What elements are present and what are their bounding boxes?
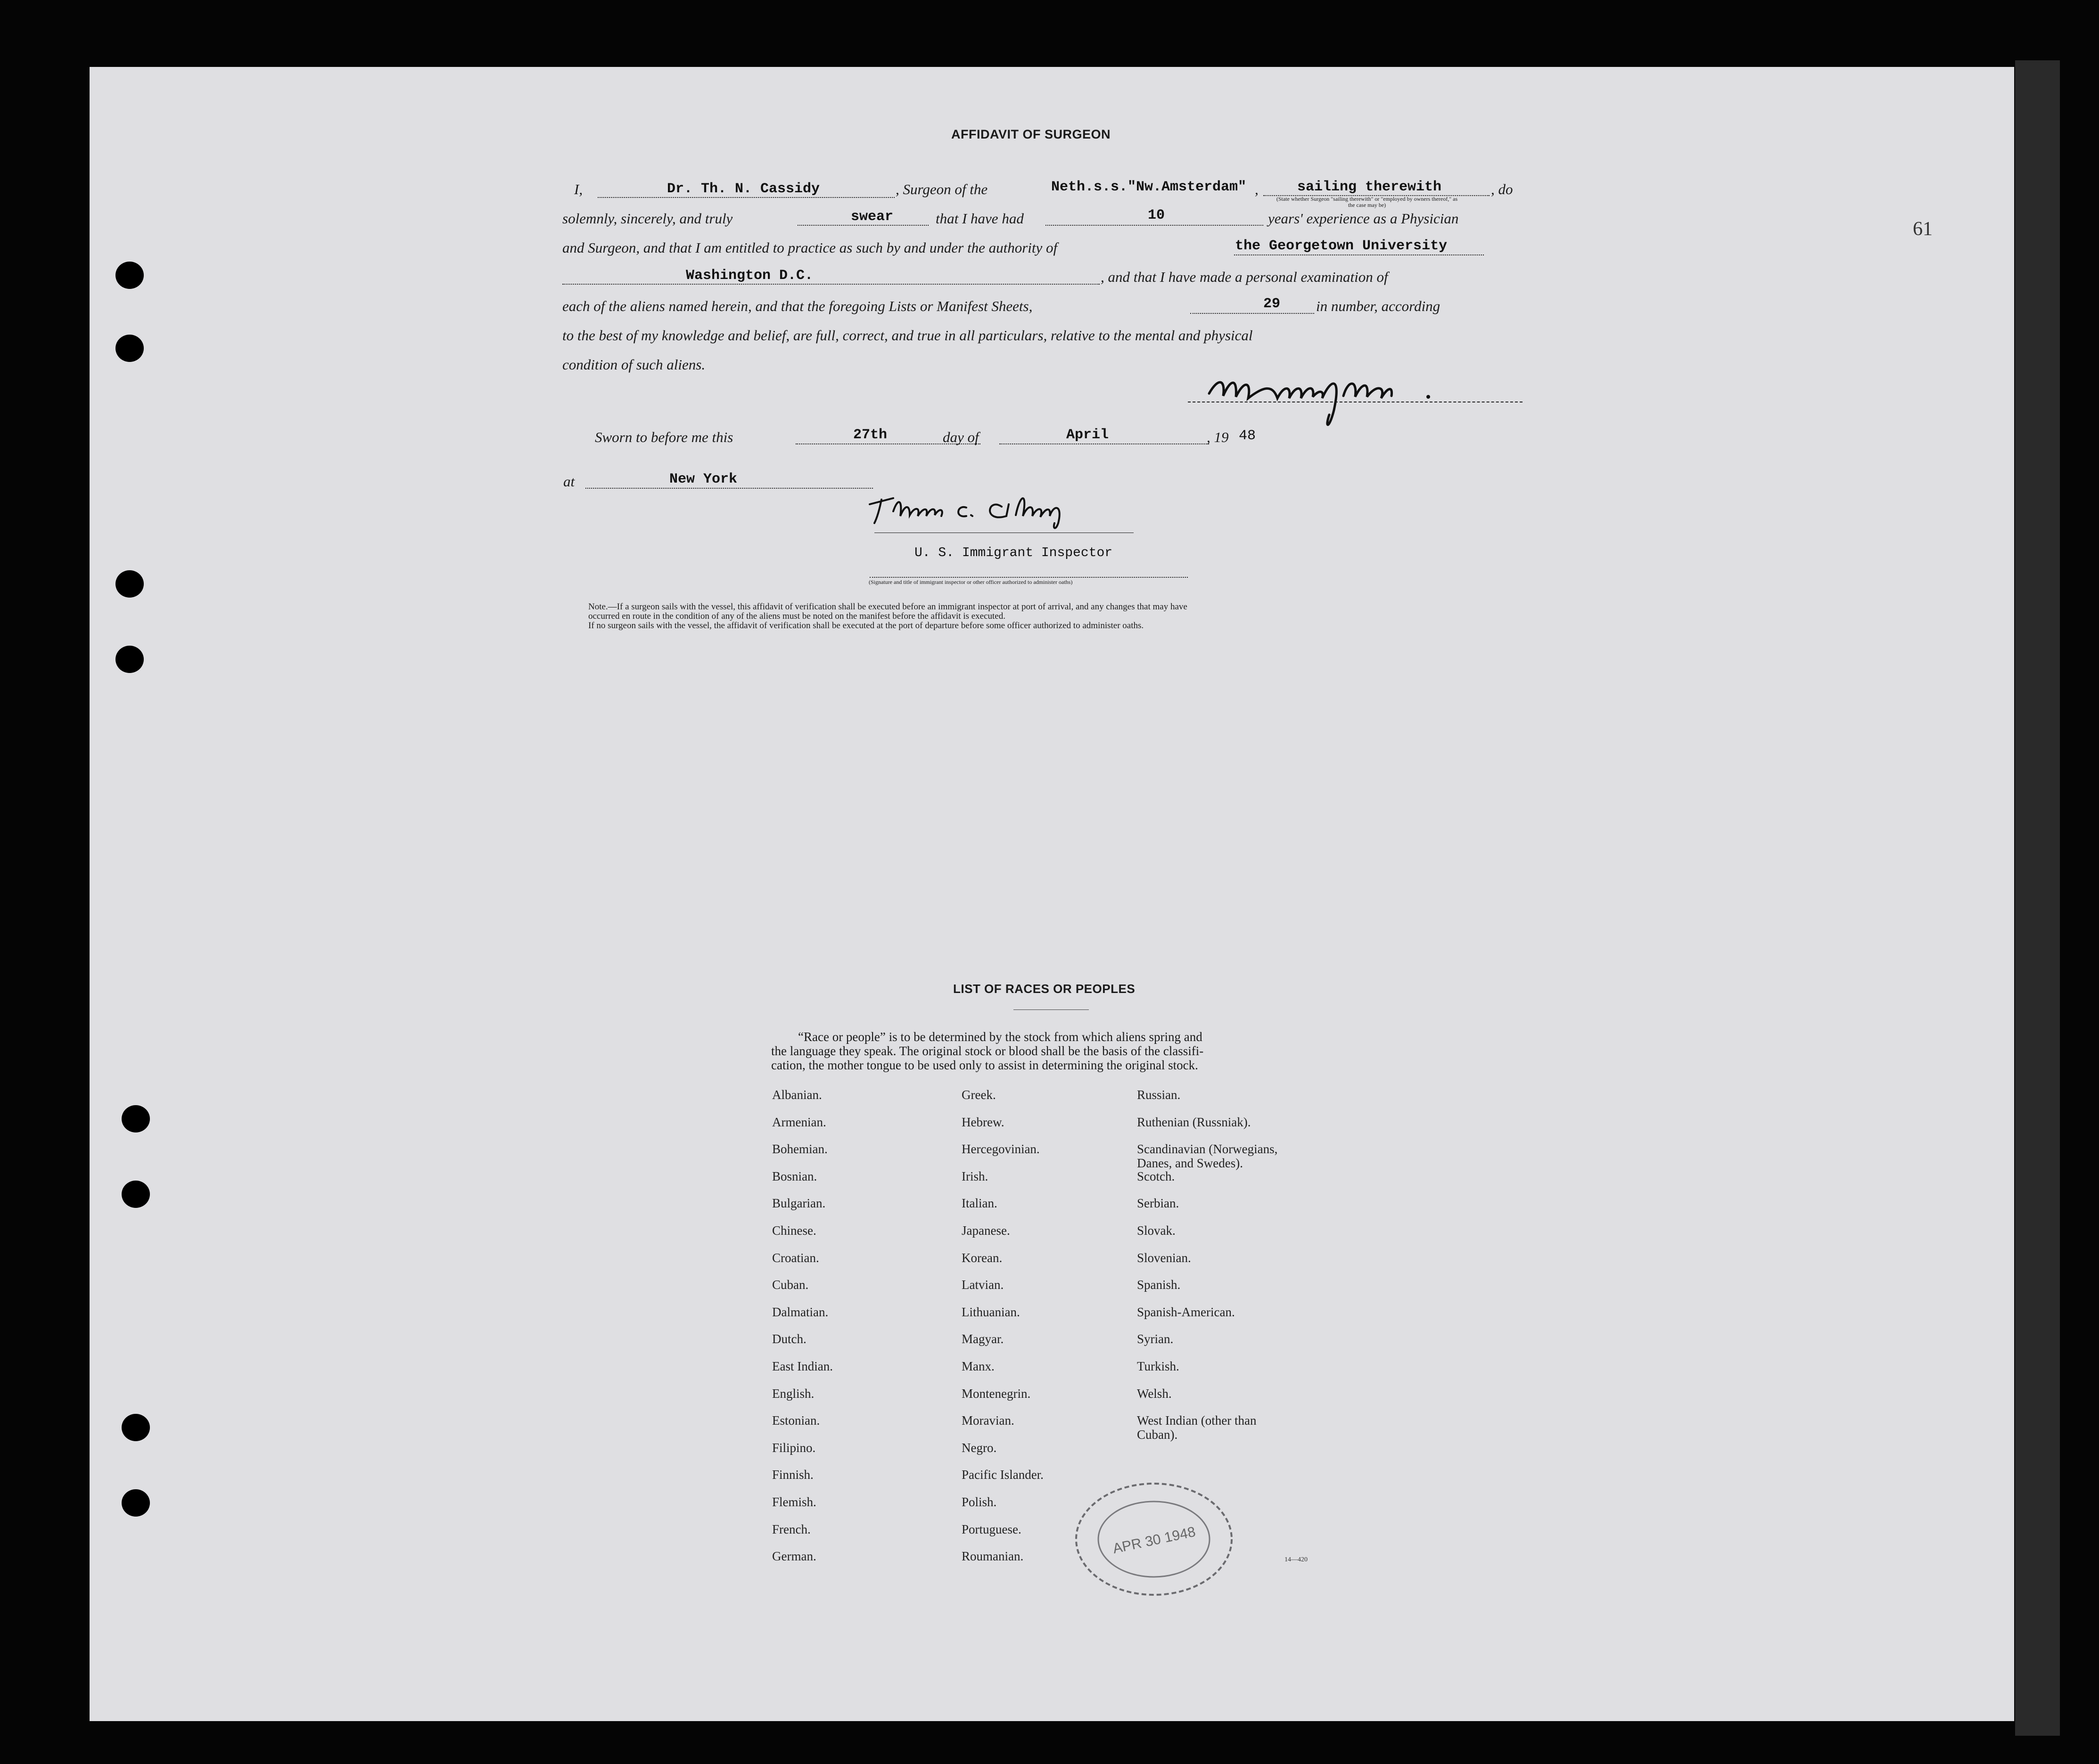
binder-hole xyxy=(122,1105,150,1132)
race-item: Cuban). xyxy=(1137,1428,1178,1442)
race-item: Russian. xyxy=(1137,1088,1181,1102)
text-fragment: solemnly, sincerely, and truly xyxy=(562,210,733,227)
races-intro-line: the language they speak. The original stock or blood shall be the basis of the classifi- xyxy=(771,1044,1204,1058)
binder-hole xyxy=(115,262,144,289)
race-item: Italian. xyxy=(962,1196,997,1211)
race-item: Latvian. xyxy=(962,1278,1004,1292)
race-item: Polish. xyxy=(962,1495,997,1509)
race-item: Montenegrin. xyxy=(962,1386,1031,1401)
text-fragment: , do xyxy=(1491,181,1513,197)
fill-line xyxy=(1234,254,1484,255)
race-item: Manx. xyxy=(962,1359,995,1373)
race-item: Spanish-American. xyxy=(1137,1305,1235,1319)
race-item: Bosnian. xyxy=(772,1169,817,1183)
page-number: 61 xyxy=(1913,218,1933,240)
fill-line xyxy=(999,443,1209,444)
note-line: Note.—If a surgeon sails with the vessel, this affidavit of verification shall be executed before an immigrant inspector at port of arrival, and any changes that may have xyxy=(588,602,1187,612)
surgeon-name: Dr. Th. N. Cassidy xyxy=(667,181,820,197)
text-fragment: to the best of my knowledge and belief, are full, correct, and true in all particulars, relative to the mental and physical xyxy=(562,327,1253,344)
oath-word: swear xyxy=(851,209,894,225)
race-item: Scandinavian (Norwegians, xyxy=(1137,1142,1278,1157)
race-item: Magyar. xyxy=(962,1332,1004,1346)
race-item: Korean. xyxy=(962,1250,1003,1265)
surgeon-signature xyxy=(1207,358,1452,436)
race-item: Greek. xyxy=(962,1088,996,1102)
binder-hole xyxy=(115,570,144,598)
race-item: Negro. xyxy=(962,1440,997,1455)
race-item: Filipino. xyxy=(772,1440,816,1455)
races-intro-line: “Race or people” is to be determined by the stock from which aliens spring and xyxy=(798,1030,1202,1044)
race-item: Hercegovinian. xyxy=(962,1142,1040,1157)
race-item: Bohemian. xyxy=(772,1142,828,1157)
text-fragment: I, xyxy=(574,181,583,197)
fill-line xyxy=(598,197,895,198)
race-item: Japanese. xyxy=(962,1223,1010,1238)
races-intro-line: cation, the mother tongue to be used only to assist in determining the original stock. xyxy=(771,1058,1198,1072)
text-fragment: condition of such aliens. xyxy=(562,356,706,373)
manifest-sheet-count: 29 xyxy=(1263,296,1281,312)
race-item: Finnish. xyxy=(772,1468,814,1482)
race-item: Lithuanian. xyxy=(962,1305,1020,1319)
text-fragment: , and that I have made a personal examination of xyxy=(1101,269,1388,285)
fill-line xyxy=(585,488,873,489)
title-rule xyxy=(1013,1009,1089,1010)
fill-line xyxy=(1045,225,1263,226)
race-item: Chinese. xyxy=(772,1223,816,1238)
fill-line xyxy=(1190,313,1314,314)
race-item: French. xyxy=(772,1522,811,1536)
race-item: Roumanian. xyxy=(962,1549,1024,1564)
binder-hole xyxy=(122,1181,150,1208)
text-fragment: in number, according xyxy=(1316,298,1440,314)
text-fragment: , Surgeon of the xyxy=(896,181,988,197)
race-item: Welsh. xyxy=(1137,1386,1172,1401)
page-edge xyxy=(2015,60,2060,1736)
race-item: Bulgarian. xyxy=(772,1196,826,1211)
text-fragment: at xyxy=(563,473,575,490)
text-fragment: that I have had xyxy=(936,210,1024,227)
race-item: Cuban. xyxy=(772,1278,809,1292)
race-item: Albanian. xyxy=(772,1088,822,1102)
race-item: English. xyxy=(772,1386,815,1401)
inspector-title-line xyxy=(870,577,1188,578)
race-item: Croatian. xyxy=(772,1250,819,1265)
text-fragment: years' experience as a Physician xyxy=(1268,210,1459,227)
race-item: Turkish. xyxy=(1137,1359,1179,1373)
inspector-hint: (Signature and title of immigrant inspector or other officer authorized to administer oaths) xyxy=(869,579,1073,585)
race-item: Dalmatian. xyxy=(772,1305,829,1319)
sworn-place: New York xyxy=(669,471,738,487)
race-item: German. xyxy=(772,1549,816,1564)
years-experience: 10 xyxy=(1148,207,1165,223)
note-line: If no surgeon sails with the vessel, the affidavit of verification shall be executed at the port of departure before some officer authorized to administer oaths. xyxy=(588,621,1144,631)
sworn-year: 48 xyxy=(1239,428,1256,444)
text-fragment: Sworn to before me this xyxy=(595,429,733,445)
note-line: occurred en route in the condition of any of the aliens must be noted on the manifest before the affidavit is executed. xyxy=(588,611,1005,621)
binder-hole xyxy=(122,1489,150,1517)
stamp-date: APR 30 1948 xyxy=(1111,1524,1197,1557)
race-item: Hebrew. xyxy=(962,1115,1004,1129)
race-item: Irish. xyxy=(962,1169,988,1183)
race-item: East Indian. xyxy=(772,1359,833,1373)
sworn-month: April xyxy=(1066,427,1109,443)
race-item: Pacific Islander. xyxy=(962,1468,1044,1482)
text-fragment: each of the aliens named herein, and that the foregoing Lists or Manifest Sheets, xyxy=(562,298,1033,314)
race-item: Slovak. xyxy=(1137,1223,1176,1238)
binder-hole xyxy=(122,1414,150,1441)
sailing-status: sailing therewith xyxy=(1297,179,1442,195)
race-item: Flemish. xyxy=(772,1495,816,1509)
fill-line xyxy=(798,225,929,226)
race-item: Serbian. xyxy=(1137,1196,1179,1211)
fill-line xyxy=(562,284,1100,285)
inspector-signature xyxy=(865,478,1115,530)
race-item: Slovenian. xyxy=(1137,1250,1191,1265)
binder-hole xyxy=(115,335,144,362)
race-item: Danes, and Swedes). xyxy=(1137,1156,1243,1171)
races-title: LIST OF RACES OR PEOPLES xyxy=(953,982,1136,996)
binder-hole xyxy=(115,646,144,673)
text-fragment: day of xyxy=(943,429,979,445)
race-item: Dutch. xyxy=(772,1332,807,1346)
race-item: Portuguese. xyxy=(962,1522,1021,1536)
authority-line1: the Georgetown University xyxy=(1235,238,1448,254)
text-fragment: , xyxy=(1255,181,1259,197)
race-item: Syrian. xyxy=(1137,1332,1174,1346)
text-fragment: , 19 xyxy=(1207,429,1229,445)
vessel-name: Neth.s.s."Nw.Amsterdam" xyxy=(1051,179,1247,195)
document-page xyxy=(90,67,2014,1721)
text-fragment: and Surgeon, and that I am entitled to practice as such by and under the authority of xyxy=(562,239,1058,256)
race-item: Estonian. xyxy=(772,1413,820,1428)
race-item: Armenian. xyxy=(772,1115,826,1129)
race-item: Scotch. xyxy=(1137,1169,1175,1183)
form-code: 14—420 xyxy=(1284,1556,1308,1563)
date-stamp xyxy=(1070,1479,1238,1600)
inspector-title: U. S. Immigrant Inspector xyxy=(914,546,1113,560)
affidavit-title: AFFIDAVIT OF SURGEON xyxy=(951,127,1111,141)
authority-line2: Washington D.C. xyxy=(686,268,814,284)
sailing-hint: (State whether Surgeon "sailing therewith" or "employed by owners thereof," as the case may be) xyxy=(1276,196,1458,208)
race-item: West Indian (other than xyxy=(1137,1413,1257,1428)
race-item: Moravian. xyxy=(962,1413,1014,1428)
race-item: Spanish. xyxy=(1137,1278,1181,1292)
sworn-day: 27th xyxy=(853,427,888,443)
race-item: Ruthenian (Russniak). xyxy=(1137,1115,1251,1129)
